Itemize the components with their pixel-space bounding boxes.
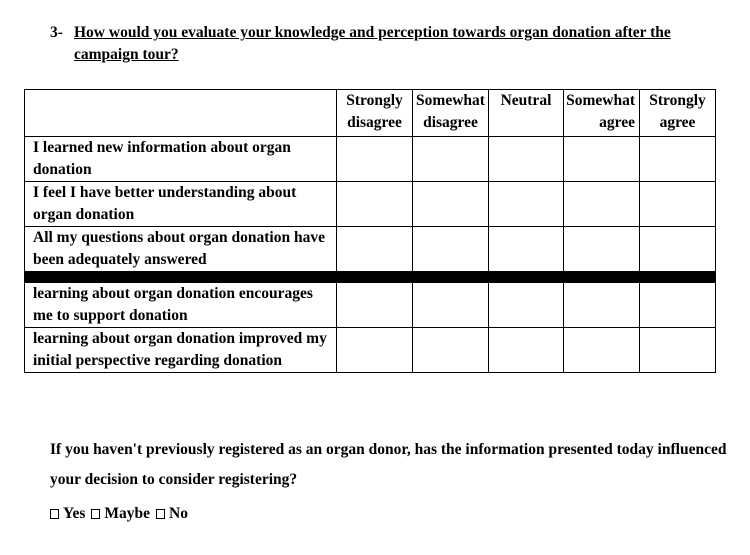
response-cell[interactable] [564,283,640,328]
option-label: No [169,505,188,522]
divider-bar [25,272,716,283]
statement-cell: I feel I have better understanding about organ donation [25,182,337,227]
response-cell[interactable] [337,182,413,227]
option-maybe[interactable] [91,505,150,523]
response-cell[interactable] [564,328,640,373]
header-neutral: Neutral [489,90,564,137]
table-row [25,328,716,373]
response-cell[interactable] [413,137,489,182]
option-no[interactable] [156,505,188,523]
response-cell[interactable] [337,328,413,373]
option-label: Yes [63,505,86,522]
header-somewhat-disagree: Somewhat disagree [413,90,489,137]
response-cell[interactable] [413,227,489,272]
response-cell[interactable] [489,283,564,328]
response-cell[interactable] [489,328,564,373]
question-text: How would you evaluate your knowledge and perception towards organ donation after the campaign tour? [74,24,671,63]
option-yes[interactable] [50,505,85,523]
table-row [25,182,716,227]
response-cell[interactable] [564,182,640,227]
response-cell[interactable] [489,227,564,272]
response-cell[interactable] [640,283,716,328]
header-somewhat-agree: Somewhat agree [564,90,640,137]
response-cell[interactable] [337,283,413,328]
header-statement [25,90,337,137]
statement-cell: learning about organ donation encourages me to support donation [25,283,337,328]
likert-table [24,89,716,373]
header-strongly-agree: Strongly agree [640,90,716,137]
response-cell[interactable] [640,328,716,373]
checkbox-icon[interactable] [91,509,100,519]
table-row [25,283,716,328]
response-cell[interactable] [413,182,489,227]
header-strongly-disagree: Strongly disagree [337,90,413,137]
answer-options [50,505,188,523]
checkbox-icon[interactable] [156,509,165,519]
option-label: Maybe [104,505,151,522]
response-cell[interactable] [640,182,716,227]
question-number: 3- [50,24,63,41]
response-cell[interactable] [413,283,489,328]
statement-cell: All my questions about organ donation have been adequately answered [25,227,337,272]
followup-question: If you haven't previously registered as an organ donor, has the information presented today influenced your decision to consider registering? [50,441,727,488]
response-cell[interactable] [337,227,413,272]
response-cell[interactable] [489,137,564,182]
checkbox-icon[interactable] [50,509,59,519]
response-cell[interactable] [337,137,413,182]
statement-cell: learning about organ donation improved my initial perspective regarding donation [25,328,337,373]
table-row [25,227,716,272]
response-cell[interactable] [640,137,716,182]
response-cell[interactable] [564,137,640,182]
response-cell[interactable] [413,328,489,373]
response-cell[interactable] [640,227,716,272]
response-cell[interactable] [489,182,564,227]
table-row [25,137,716,182]
section-divider [25,272,716,283]
header-row [25,90,716,137]
statement-cell: I learned new information about organ donation [25,137,337,182]
response-cell[interactable] [564,227,640,272]
